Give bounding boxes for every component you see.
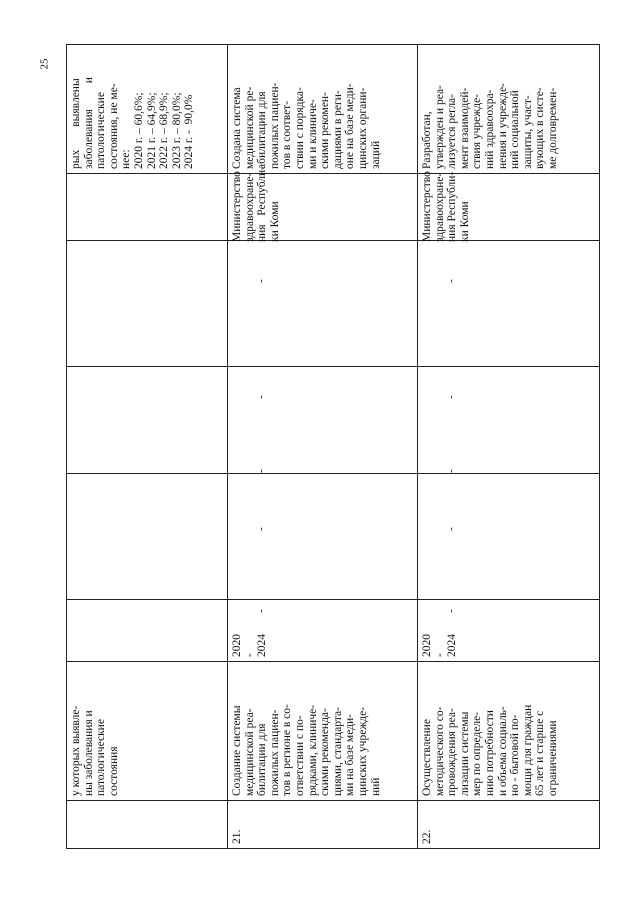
measure-name: у которых выявле- ны заболевания и патологические состояния xyxy=(70,705,120,796)
expected-result: рых выявлены заболевания и патологические состояния, не ме- нее: 2020 г. – 60,6%; 2021 г. – 64,9%; 2022 г. – 68,9%; 2023 г. – 80,0%; 2024 г. - 90,0% xyxy=(70,77,196,169)
term: 2020 - 2024 xyxy=(421,634,459,657)
column-divider xyxy=(66,473,599,474)
indicator-value: - xyxy=(444,527,457,531)
row-divider xyxy=(417,44,418,849)
column-divider xyxy=(66,599,599,600)
indicator-value: - xyxy=(444,469,457,473)
expected-result: Разработан, утвержден и реа- лизуется регла- мент взаимодей- ствия учрежде- ний здравоохра- нения и учрежде- ний социальной защиты, участ- вующих в систе- ме долговремен- xyxy=(421,83,559,169)
column-divider xyxy=(66,173,599,174)
column-divider xyxy=(66,848,599,849)
row-number: 21. xyxy=(231,829,243,844)
indicator-value: - xyxy=(254,609,267,613)
column-divider xyxy=(66,800,599,801)
indicator-value: - xyxy=(444,395,457,399)
indicator-value: - xyxy=(254,279,267,283)
column-divider xyxy=(66,661,599,662)
indicator-value: - xyxy=(254,469,267,473)
measure-name: Создание системы медицинской реа- билитации для пожилых пациен- тов в регионе в со- ответствии с по- рядками, клиниче- скими рекоменда- циями, стандарта- ми на базе меди- цинских учрежде- ний xyxy=(231,704,382,796)
measure-name: Осуществление методического со- провождения реа- лизации системы мер по определе- нию потребности и объема социаль- но - бытовой по- мощи для граждан 65 лет и старше с ограничениями xyxy=(421,704,559,796)
row-divider xyxy=(599,44,600,849)
indicator-value: - xyxy=(254,395,267,399)
executor: Министерство здравоохране- ния Республи- ки Коми xyxy=(231,165,281,242)
row-divider xyxy=(66,44,67,849)
indicator-value: - xyxy=(254,527,267,531)
column-divider xyxy=(66,240,227,241)
term: 2020 - 2024 xyxy=(231,634,269,657)
expected-result: Создана система медицинской ре- абилитации для пожилых пациен- тов в соответ- ствии с порядка- ми и клиниче- скими рекомен- дациями в реги- оне на базе меди- цинских органи- заций xyxy=(231,82,382,169)
indicator-value: - xyxy=(444,279,457,283)
executor: Министерство здравоохране- ния Республи- ки Коми xyxy=(421,171,471,242)
indicator-value: - xyxy=(444,609,457,613)
column-divider xyxy=(66,44,599,45)
column-divider xyxy=(66,366,599,367)
page-number: 25 xyxy=(38,58,50,70)
row-number: 22. xyxy=(421,829,433,844)
row-divider xyxy=(227,44,228,849)
